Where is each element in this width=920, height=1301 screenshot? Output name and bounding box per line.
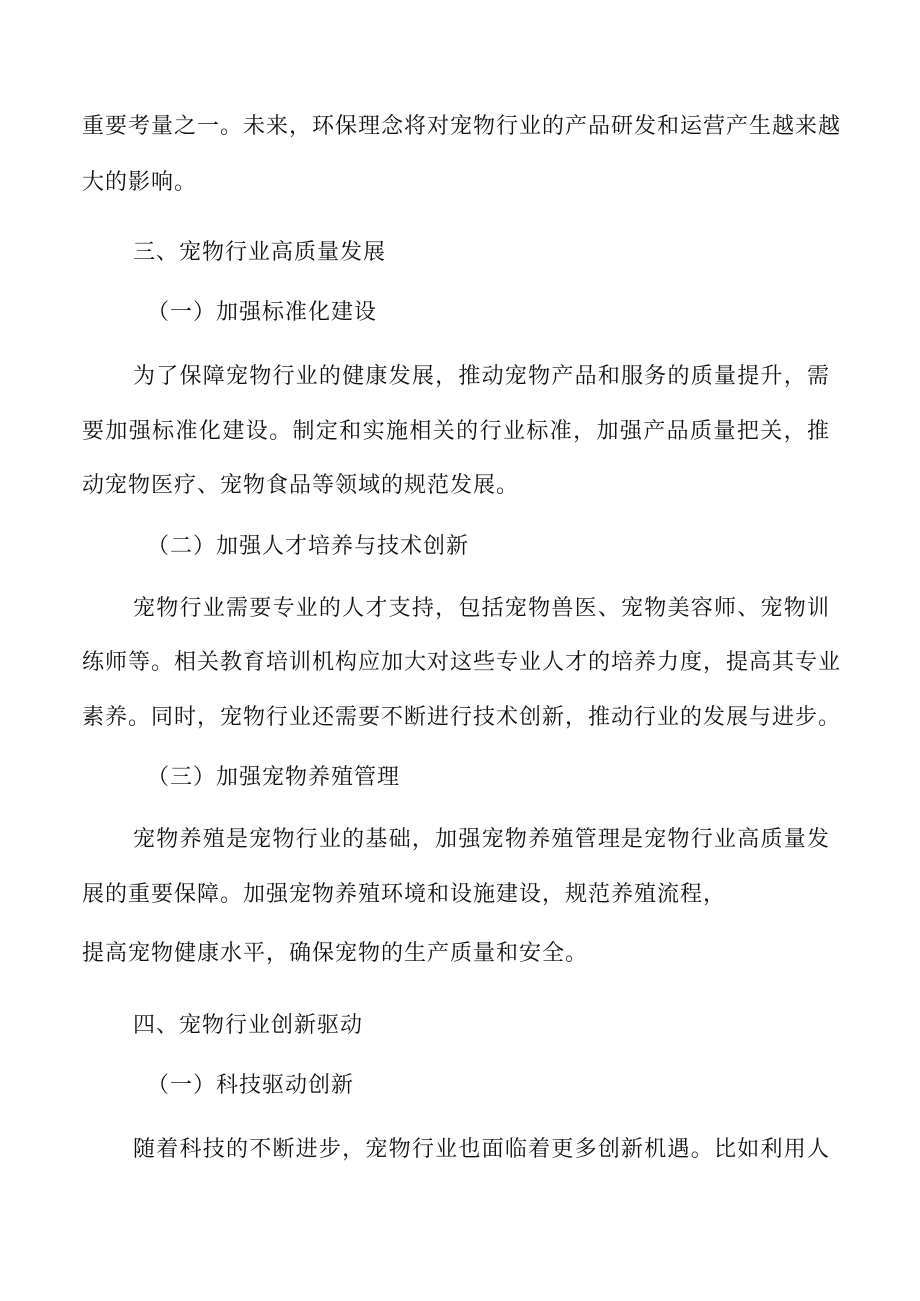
paragraph-line: 动宠物医疗、宠物食品等领域的规范发展。	[82, 473, 520, 498]
paragraph-line: 随着科技的不断进步，宠物行业也面临着更多创新机遇。比如利用人	[133, 1137, 830, 1162]
paragraph-line: 展的重要保障。加强宠物养殖环境和设施建设，规范养殖流程，	[82, 882, 727, 907]
paragraph-line: 练师等。相关教育培训机构应加大对这些专业人才的培养力度，提高其专业	[82, 650, 842, 675]
subsection-heading: （一）科技驱动创新	[147, 1073, 355, 1098]
paragraph-line: 宠物行业需要专业的人才支持，包括宠物兽医、宠物美容师、宠物训	[133, 596, 830, 621]
section-heading: 四、宠物行业创新驱动	[133, 1013, 364, 1038]
paragraph-line: 为了保障宠物行业的健康发展，推动宠物产品和服务的质量提升，需	[133, 364, 830, 389]
subsection-heading: （三）加强宠物养殖管理	[147, 765, 401, 790]
paragraph-line: 重要考量之一。未来，环保理念将对宠物行业的产品研发和运营产生越来越	[82, 114, 842, 139]
paragraph-line: 宠物养殖是宠物行业的基础，加强宠物养殖管理是宠物行业高质量发	[133, 827, 830, 852]
paragraph-line: 提高宠物健康水平，确保宠物的生产质量和安全。	[82, 941, 589, 966]
section-heading: 三、宠物行业高质量发展	[133, 240, 387, 265]
paragraph-line: 要加强标准化建设。制定和实施相关的行业标准，加强产品质量把关，推	[82, 419, 830, 444]
paragraph-line: 大的影响。	[82, 170, 198, 195]
subsection-heading: （一）加强标准化建设	[147, 300, 378, 325]
paragraph-line: 素养。同时，宠物行业还需要不断进行技术创新，推动行业的发展与进步。	[82, 705, 842, 730]
subsection-heading: （二）加强人才培养与技术创新	[147, 534, 470, 559]
